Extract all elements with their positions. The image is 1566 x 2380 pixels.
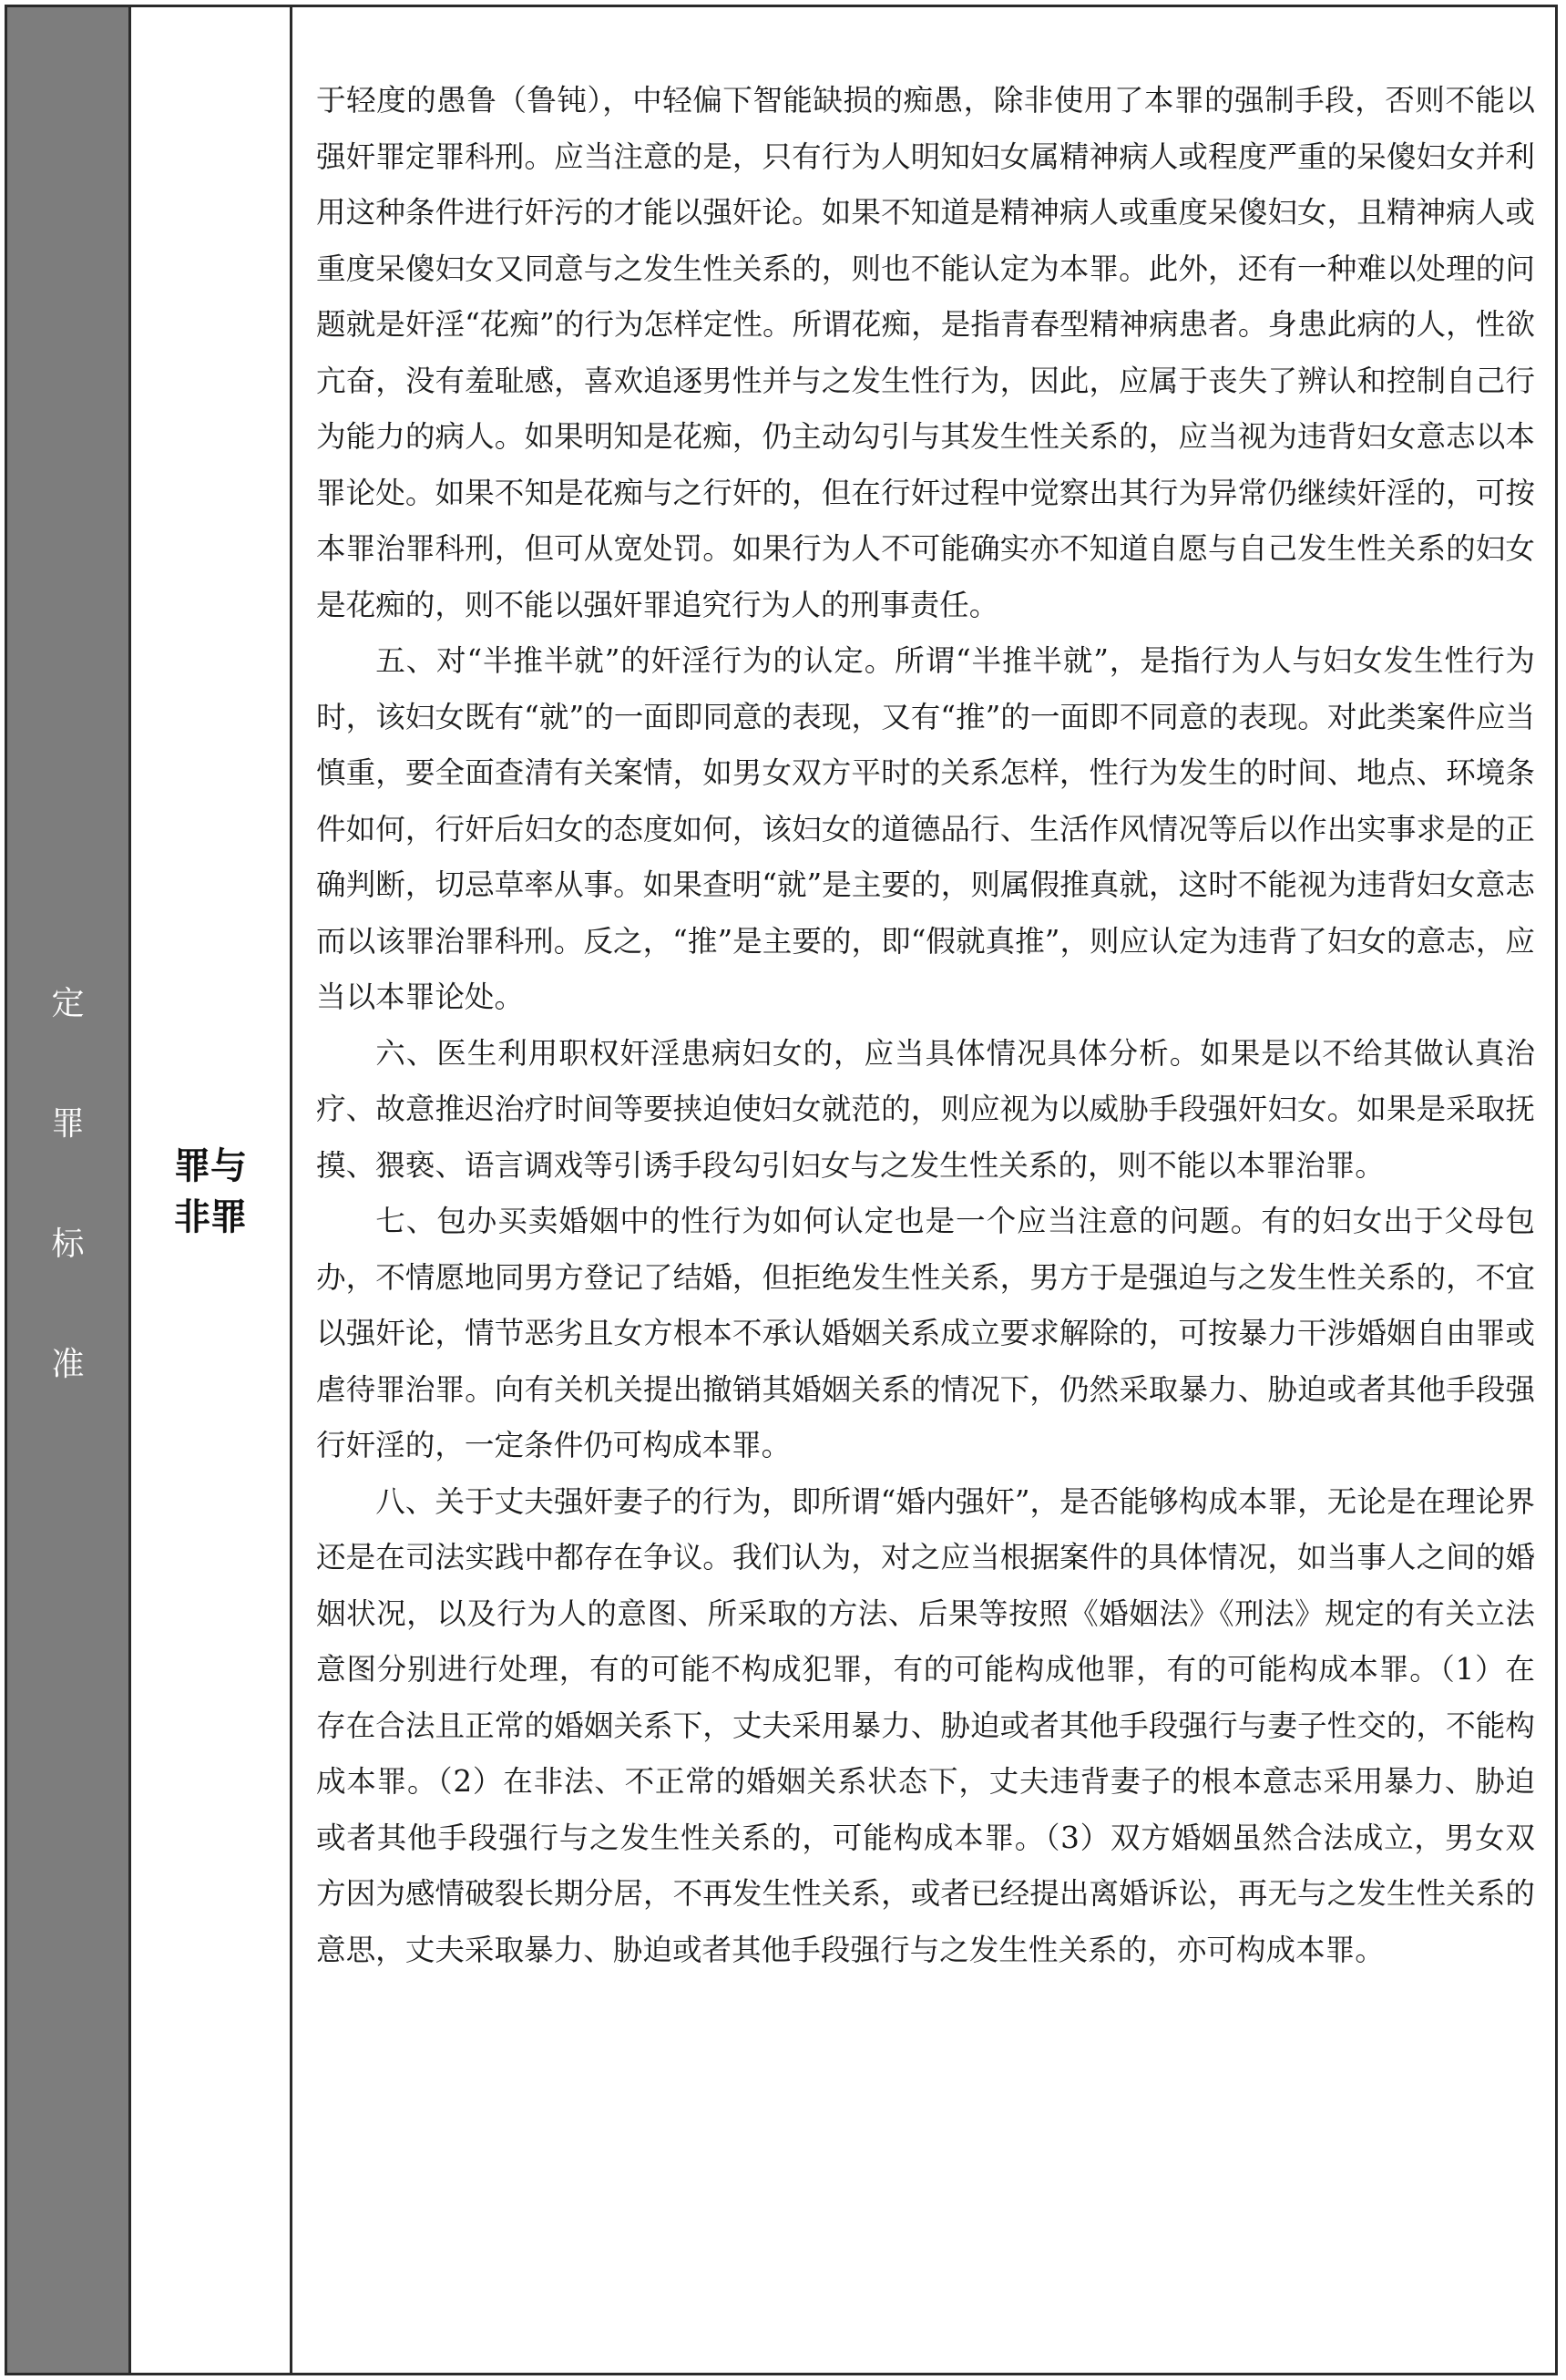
content-column (292, 7, 1555, 2373)
subcategory-label (131, 1141, 290, 1243)
category-column (7, 7, 131, 2373)
paragraph-item-6: 六、医生利用职权奸淫患病妇女的，应当具体情况具体分析。如果是以不给其做认真治疗、故意推迟治疗时间等要挟迫使妇女就范的，则应视为以威胁手段强奸妇女。如果是采取抚摸、猥亵、语言调戏等引诱手段勾引妇女与之发生性关系的，则不能以本罪治罪。 (316, 1035, 1535, 1183)
category-char: 罪 (51, 1105, 85, 1143)
subcategory-line: 非罪 (174, 1196, 247, 1238)
subcategory-line: 罪与 (174, 1145, 247, 1187)
paragraph-continued: 于轻度的愚鲁（鲁钝），中轻偏下智能缺损的痴愚，除非使用了本罪的强制手段，否则不能以强奸罪定罪科刑。应当注意的是，只有行为人明知妇女属精神病人或程度严重的呆傻妇女并利用这种条件进行奸污的才能以强奸论。如果不知道是精神病人或重度呆傻妇女，且精神病人或重度呆傻妇女又同意与之发生性关系的，则也不能认定为本罪。此外，还有一种难以处理的问题就是奸淫“花痴”的行为怎样定性。所谓花痴，是指青春型精神病患者。身患此病的人，性欲亢奋，没有羞耻感，喜欢追逐男性并与之发生性行为，因此，应属于丧失了辨认和控制自己行为能力的病人。如果明知是花痴，仍主动勾引与其发生性关系的，应当视为违背妇女意志以本罪论处。如果不知是花痴与之行奸的，但在行奸过程中觉察出其行为异常仍继续奸淫的，可按本罪治罪科刑，但可从宽处罚。如果行为人不可能确实亦不知道自愿与自己发生性关系的妇女是花痴的，则不能以强奸罪追究行为人的刑事责任。 (316, 83, 1535, 622)
paragraph-item-7: 七、包办买卖婚姻中的性行为如何认定也是一个应当注意的问题。有的妇女出于父母包办，不情愿地同男方登记了结婚，但拒绝发生性关系，男方于是强迫与之发生性关系的，不宜以强奸论，情节恶劣且女方根本不承认婚姻关系成立要求解除的，可按暴力干涉婚姻自由罪或虐待罪治罪。向有关机关提出撤销其婚姻关系的情况下，仍然采取暴力、胁迫或者其他手段强行奸淫的，一定条件仍可构成本罪。 (316, 1204, 1535, 1462)
criteria-table (5, 5, 1558, 2375)
category-char: 标 (51, 1226, 85, 1263)
category-char: 定 (51, 985, 85, 1022)
paragraph-item-8: 八、关于丈夫强奸妻子的行为，即所谓“婚内强奸”，是否能够构成本罪，无论是在理论界还是在司法实践中都存在争议。我们认为，对之应当根据案件的具体情况，如当事人之间的婚姻状况，以及行为人的意图、所采取的方法、后果等按照《婚姻法》《刑法》规定的有关立法意图分别进行处理，有的可能不构成犯罪，有的可能构成他罪，有的可能构成本罪。（1）在存在合法且正常的婚姻关系下，丈夫采用暴力、胁迫或者其他手段强行与妻子性交的，不能构成本罪。（2）在非法、不正常的婚姻关系状态下，丈夫违背妻子的根本意志采用暴力、胁迫或者其他手段强行与之发生性关系的，可能构成本罪。（3）双方婚姻虽然合法成立，男女双方因为感情破裂长期分居，不再发生性关系，或者已经提出离婚诉讼，再无与之发生性关系的意思，丈夫采取暴力、胁迫或者其他手段强行与之发生性关系的，亦可构成本罪。 (316, 1483, 1535, 1967)
paragraph-item-5: 五、对“半推半就”的奸淫行为的认定。所谓“半推半就”，是指行为人与妇女发生性行为时，该妇女既有“就”的一面即同意的表现，又有“推”的一面即不同意的表现。对此类案件应当慎重，要全面查清有关案情，如男女双方平时的关系怎样，性行为发生的时间、地点、环境条件如何，行奸后妇女的态度如何，该妇女的道德品行、生活作风情况等后以作出实事求是的正确判断，切忌草率从事。如果查明“就”是主要的，则属假推真就，这时不能视为违背妇女意志而以该罪治罪科刑。反之，“推”是主要的，即“假就真推”，则应认定为违背了妇女的意志，应当以本罪论处。 (316, 643, 1535, 1014)
subcategory-column (131, 7, 292, 2373)
category-label (7, 944, 128, 1425)
category-char: 准 (51, 1346, 85, 1383)
